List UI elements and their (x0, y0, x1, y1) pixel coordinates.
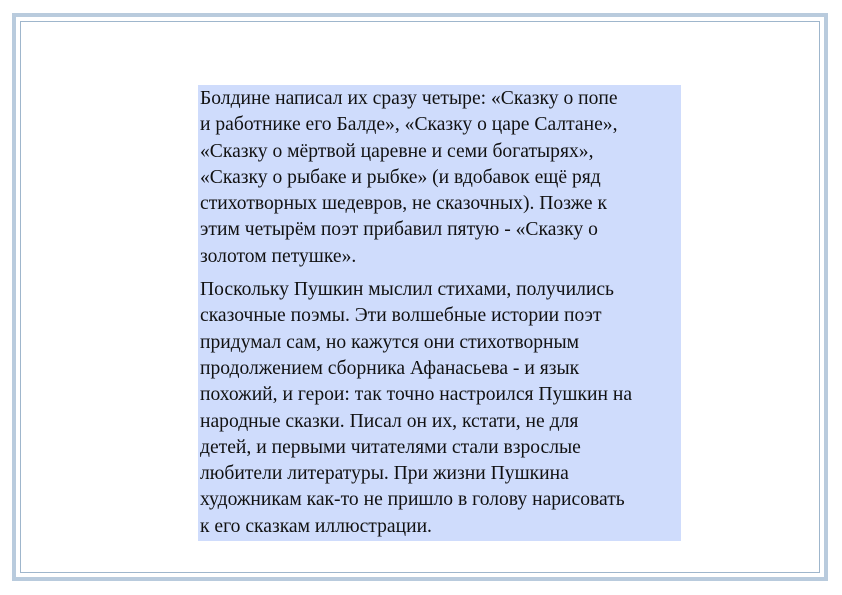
text-line: народные сказки. Писал он их, кстати, не для (200, 410, 579, 432)
text-line: Болдине написал их сразу четыре: «Сказку о попе (200, 88, 618, 109)
text-line: Поскольку Пушкин мыслил стихами, получились (200, 279, 614, 301)
text-line: к его сказкам иллюстрации. (200, 515, 432, 537)
text-line: художникам как-то не пришло в голову нарисовать (200, 489, 625, 511)
text-line: сказочные поэмы. Эти волшебные истории поэт (200, 305, 602, 327)
text-line: стихотворных шедевров, не сказочных). Позже к (200, 193, 607, 215)
text-line: «Сказку о мёртвой царевне и семи богатырях», (200, 140, 594, 162)
text-line: придумал сам, но кажутся они стихотворным (200, 331, 580, 353)
text-line: этим четырём поэт прибавил пятую - «Сказку о (200, 219, 598, 241)
text-line: продолжением сборника Афанасьева - и язык (200, 357, 580, 379)
paragraph-2 (200, 277, 681, 540)
text-line: детей, и первыми читателями стали взрослые (200, 436, 581, 458)
text-line: и работнике его Балде», «Сказку о царе Салтане», (200, 114, 618, 136)
text-line: похожий, и герои: так точно настроился Пушкин на (200, 384, 633, 406)
text-line: любители литературы. При жизни Пушкина (200, 463, 569, 485)
text-line: «Сказку о рыбаке и рыбке» (и вдобавок ещё ряд (200, 166, 601, 188)
text-box (198, 85, 681, 541)
paragraph-1 (200, 86, 681, 270)
text-line: золотом петушке». (200, 245, 357, 267)
